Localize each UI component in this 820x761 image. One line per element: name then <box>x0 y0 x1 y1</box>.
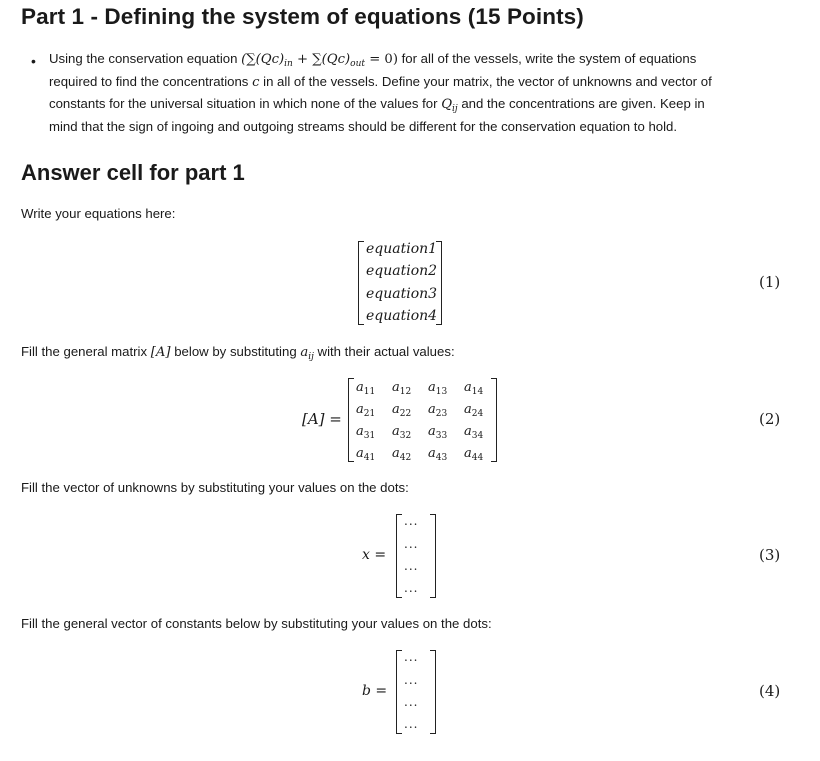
prompt-matrix: Fill the general matrix [A] below by substituting $a_{ij}$ with their actual values: <box>21 344 455 362</box>
answer-heading: Answer cell for part 1 <box>21 160 245 185</box>
bullet-icon: • <box>31 53 36 69</box>
equation-4[interactable]: equation4 <box>366 308 438 324</box>
instruction-line-4: mind that the sign of ingoing and outgoing streams should be different for the conservation equation to hold. <box>49 119 678 134</box>
x-entry-1[interactable]: ... <box>404 514 419 528</box>
instruction-line-3: constants for the universal situation in which none of the values for $Q_{ij}$ and the concentrations are given. Keep in <box>49 96 705 114</box>
b-label: b = <box>362 683 388 699</box>
b-entry-4[interactable]: ... <box>404 717 419 731</box>
equation-number-1: (1) <box>759 273 781 291</box>
equation-1[interactable]: equation1 <box>366 241 438 257</box>
matrix-cell[interactable]: $a_{12}$ <box>392 380 412 397</box>
equation-number-4: (4) <box>759 682 781 700</box>
matrix-cell[interactable]: $a_{22}$ <box>392 402 412 419</box>
matrix-cell[interactable]: $a_{23}$ <box>428 402 448 419</box>
equation-3[interactable]: equation3 <box>366 286 438 302</box>
matrix-label: [A] = <box>302 410 342 428</box>
matrix-cell[interactable]: $a_{42}$ <box>392 446 412 463</box>
prompt-unknowns: Fill the vector of unknowns by substituting your values on the dots: <box>21 480 409 495</box>
matrix-cell[interactable]: $a_{24}$ <box>464 402 484 419</box>
b-entry-3[interactable]: ... <box>404 695 419 709</box>
prompt-equations: Write your equations here: <box>21 206 176 221</box>
matrix-cell[interactable]: $a_{44}$ <box>464 446 484 463</box>
instruction-line-1: Using the conservation equation $(\sum(Qc)_{in} + \sum(Qc)_{out} = 0)$ for all of the vessels, write the system of equations <box>49 51 697 69</box>
matrix-cell[interactable]: $a_{32}$ <box>392 424 412 441</box>
x-entry-2[interactable]: ... <box>404 537 419 551</box>
matrix-cell[interactable]: $a_{34}$ <box>464 424 484 441</box>
matrix-cell[interactable]: $a_{41}$ <box>356 446 376 463</box>
x-entry-3[interactable]: ... <box>404 559 419 573</box>
x-label: x = <box>362 547 387 563</box>
section-title: Part 1 - Defining the system of equations (15 Points) <box>21 4 584 29</box>
matrix-cell[interactable]: $a_{13}$ <box>428 380 448 397</box>
matrix-cell[interactable]: $a_{21}$ <box>356 402 376 419</box>
x-entry-4[interactable]: ... <box>404 581 419 595</box>
instruction-line-2: required to find the concentrations c in all of the vessels. Define your matrix, the vector of unknowns and vector of <box>49 74 712 90</box>
equation-number-2: (2) <box>759 410 781 428</box>
matrix-cell[interactable]: $a_{31}$ <box>356 424 376 441</box>
prompt-constants: Fill the general vector of constants below by substituting your values on the dots: <box>21 616 492 631</box>
conservation-formula: $(\sum(Qc)_{in} + \sum(Qc)_{out} = 0)$ <box>241 52 398 69</box>
b-entry-2[interactable]: ... <box>404 673 419 687</box>
b-entry-1[interactable]: ... <box>404 650 419 664</box>
matrix-cell[interactable]: $a_{14}$ <box>464 380 484 397</box>
matrix-cell[interactable]: $a_{43}$ <box>428 446 448 463</box>
equation-number-3: (3) <box>759 546 781 564</box>
equation-2[interactable]: equation2 <box>366 263 438 279</box>
matrix-cell[interactable]: $a_{11}$ <box>356 380 376 397</box>
matrix-cell[interactable]: $a_{33}$ <box>428 424 448 441</box>
